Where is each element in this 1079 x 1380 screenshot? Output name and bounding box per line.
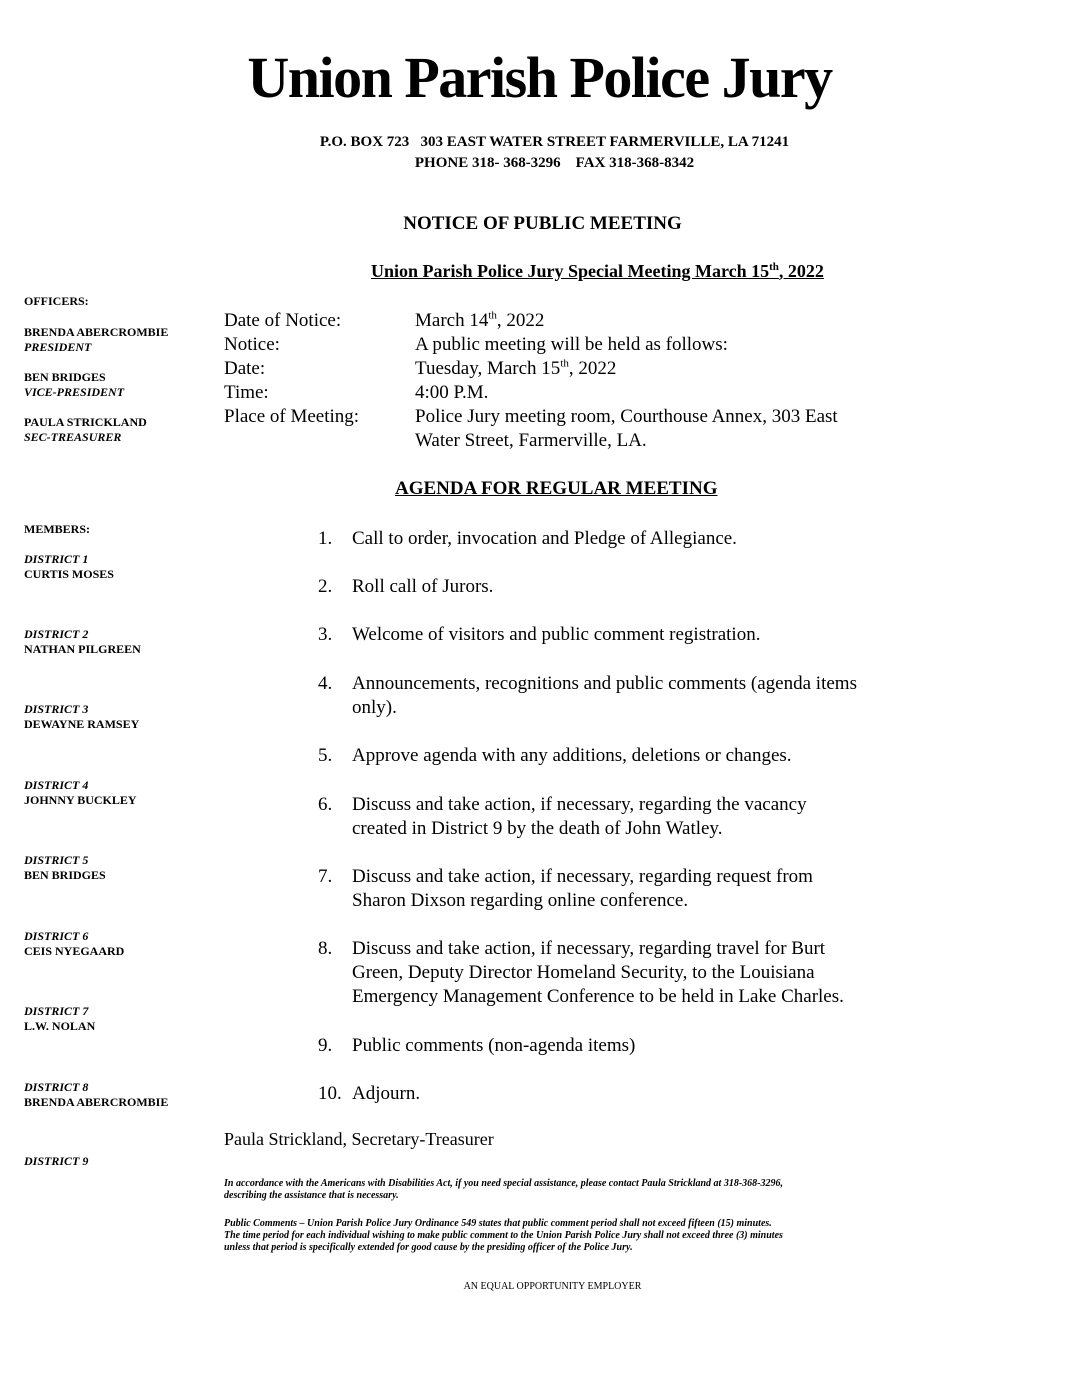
footer-eoe: AN EQUAL OPPORTUNITY EMPLOYER (463, 1281, 642, 1292)
time-value: 4:00 P.M. (415, 382, 489, 403)
member-name: L.W. NOLAN (24, 1019, 96, 1033)
officer-name: PAULA STRICKLAND (24, 415, 147, 429)
notice-label: Notice: (224, 334, 280, 355)
agenda-item-number: 8. (318, 938, 333, 959)
address-line: P.O. BOX 723 303 EAST WATER STREET FARMERVILLE, LA 71241 (319, 134, 790, 150)
member-entry (24, 1154, 88, 1169)
agenda-item-text: Roll call of Jurors. (352, 576, 494, 597)
notice-heading: NOTICE OF PUBLIC MEETING (403, 213, 682, 234)
member-entry (24, 929, 124, 959)
agenda-item-text: Welcome of visitors and public comment registration. (352, 624, 761, 645)
member-name: BEN BRIDGES (24, 868, 106, 882)
public-comments-line: unless that period is specifically extended for good cause by the presiding officer of the Police Jury. (224, 1242, 633, 1253)
officer-role: SEC-TREASURER (24, 430, 122, 444)
member-entry (24, 778, 137, 808)
member-entry (24, 1004, 95, 1034)
date-label: Date: (224, 358, 266, 379)
officer-entry (24, 415, 147, 445)
member-district: DISTRICT 3 (24, 702, 89, 716)
ada-notice-line: describing the assistance that is necessary. (224, 1190, 399, 1201)
officer-role: VICE-PRESIDENT (24, 385, 125, 399)
date-of-notice-value: March 14th, 2022 (415, 309, 545, 331)
agenda-item-text: Discuss and take action, if necessary, regarding request from (352, 866, 813, 887)
agenda-item-text: Discuss and take action, if necessary, regarding travel for Burt (352, 938, 826, 959)
ada-notice (224, 1178, 783, 1202)
agenda-item-number: 9. (318, 1035, 333, 1056)
place-value-line2: Water Street, Farmerville, LA. (415, 430, 647, 451)
agenda-item-text: Adjourn. (352, 1083, 421, 1104)
member-name: CURTIS MOSES (24, 567, 114, 581)
agenda-item-text: Call to order, invocation and Pledge of Allegiance. (352, 528, 737, 549)
agenda-item-text: Discuss and take action, if necessary, regarding the vacancy (352, 794, 807, 815)
members-heading: MEMBERS: (24, 522, 90, 536)
member-entry (24, 1080, 168, 1110)
officer-role: PRESIDENT (24, 340, 92, 354)
officers-heading: OFFICERS: (24, 294, 89, 308)
agenda-item-text: only). (352, 697, 397, 718)
member-name: DEWAYNE RAMSEY (24, 717, 140, 731)
member-district: DISTRICT 7 (24, 1004, 89, 1018)
time-label: Time: (224, 382, 269, 403)
agenda-item-number: 5. (318, 745, 333, 766)
date-of-notice-label: Date of Notice: (224, 310, 342, 331)
member-district: DISTRICT 5 (24, 853, 89, 867)
member-district: DISTRICT 9 (24, 1154, 89, 1168)
place-label: Place of Meeting: (224, 406, 360, 427)
member-name: NATHAN PILGREEN (24, 642, 141, 656)
member-district: DISTRICT 2 (24, 627, 89, 641)
member-district: DISTRICT 6 (24, 929, 89, 943)
signature-line: Paula Strickland, Secretary-Treasurer (224, 1129, 494, 1149)
member-name: BRENDA ABERCROMBIE (24, 1095, 169, 1109)
agenda-item-text: Sharon Dixson regarding online conference. (352, 890, 689, 911)
place-value-line1: Police Jury meeting room, Courthouse Annex, 303 East (415, 406, 838, 427)
agenda-item-text: created in District 9 by the death of John Watley. (352, 818, 723, 839)
agenda-item-text: Green, Deputy Director Homeland Security, to the Louisiana (352, 962, 815, 983)
member-district: DISTRICT 4 (24, 778, 89, 792)
public-comments-line: Public Comments – Union Parish Police Jury Ordinance 549 states that public comment period shall not exceed fifteen (15) minutes. (224, 1218, 772, 1229)
date-value: Tuesday, March 15th, 2022 (415, 357, 617, 379)
agenda-item-number: 10. (318, 1083, 342, 1104)
agenda-item-number: 2. (318, 576, 333, 597)
phone-fax-line: PHONE 318- 368-3296 FAX 318-368-8342 (414, 155, 695, 171)
agenda-item-number: 6. (318, 794, 333, 815)
member-district: DISTRICT 1 (24, 552, 89, 566)
notice-value: A public meeting will be held as follows: (415, 334, 728, 355)
officer-entry (24, 325, 168, 355)
meeting-title: Union Parish Police Jury Special Meeting March 15th, 2022 (371, 261, 824, 281)
agenda-item-number: 7. (318, 866, 333, 887)
ada-notice-line: In accordance with the Americans with Disabilities Act, if you need special assistance, please contact Paula Strickland at 318-368-3296, (224, 1178, 783, 1189)
officer-name: BRENDA ABERCROMBIE (24, 325, 169, 339)
agenda-item-text: Approve agenda with any additions, deletions or changes. (352, 745, 792, 766)
member-district: DISTRICT 8 (24, 1080, 89, 1094)
officer-name: BEN BRIDGES (24, 370, 106, 384)
agenda-item-number: 4. (318, 673, 333, 694)
officer-entry (24, 370, 124, 400)
agenda-heading: AGENDA FOR REGULAR MEETING (395, 478, 718, 499)
member-entry (24, 627, 141, 657)
member-entry (24, 552, 114, 582)
letterhead-title: Union Parish Police Jury (247, 45, 832, 110)
agenda-item-text: Emergency Management Conference to be held in Lake Charles. (352, 986, 844, 1007)
member-entry (24, 853, 106, 883)
agenda-item-text: Public comments (non-agenda items) (352, 1035, 636, 1056)
member-name: JOHNNY BUCKLEY (24, 793, 137, 807)
public-comments-notice (224, 1218, 783, 1254)
member-name: CEIS NYEGAARD (24, 944, 125, 958)
agenda-item-number: 3. (318, 624, 333, 645)
public-comments-line: The time period for each individual wishing to make public comment to the Union Parish Police Jury shall not exceed three (3) minutes (224, 1230, 783, 1241)
agenda-item-number: 1. (318, 528, 333, 549)
member-entry (24, 702, 139, 732)
agenda-item-text: Announcements, recognitions and public comments (agenda items (352, 673, 857, 694)
